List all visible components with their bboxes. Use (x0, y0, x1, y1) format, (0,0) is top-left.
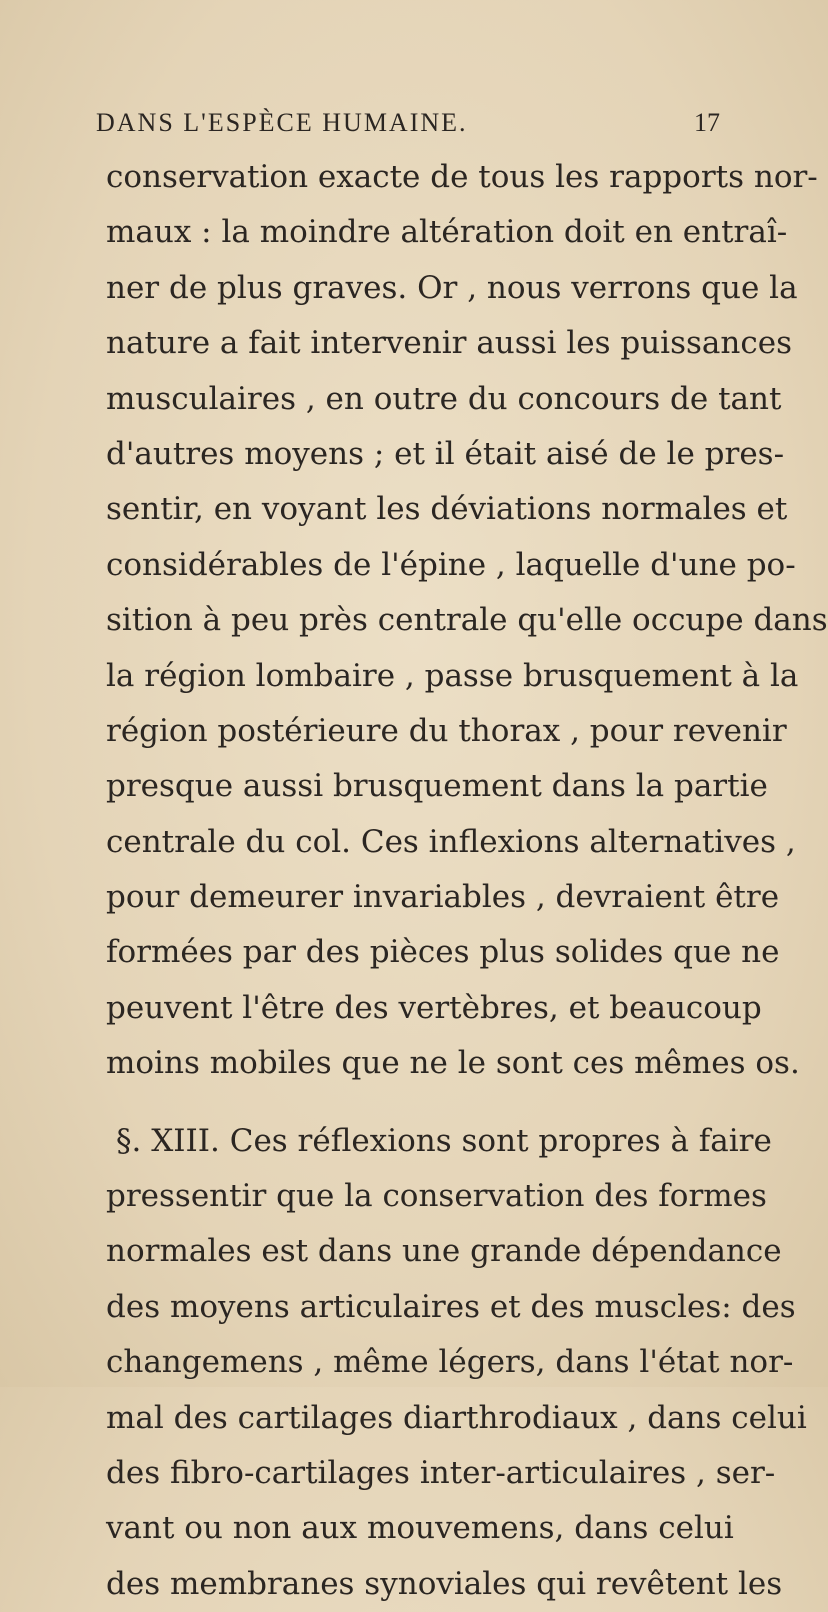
text-line: mal des cartilages diarthrodiaux , dans celui (106, 1399, 807, 1436)
text-line: peuvent l'être des vertèbres, et beaucoup (106, 989, 762, 1026)
text-line: des fibro-cartilages inter-articulaires , ser- (106, 1454, 776, 1491)
paragraph-gap (106, 1092, 726, 1114)
text-line: conservation exacte de tous les rapports nor- (106, 159, 818, 195)
paragraph-1 (106, 150, 828, 1092)
text-line: §. XIII. Ces réflexions sont propres à faire (116, 1122, 772, 1159)
text-line: considérables de l'épine , laquelle d'une po- (106, 546, 796, 583)
text-line: des moyens articulaires et des muscles: des (106, 1288, 796, 1325)
text-line: moins mobiles que ne le sont ces mêmes os. (106, 1045, 800, 1082)
text-line: pressentir que la conservation des formes (106, 1178, 767, 1215)
text-line: pour demeurer invariables , devraient être (106, 879, 780, 916)
text-line: d'autres moyens ; et il était aisé de le pres- (106, 435, 785, 472)
text-line: des membranes synoviales qui revêtent les (106, 1565, 783, 1602)
text-line: centrale du col. Ces inflexions alternatives , (106, 823, 796, 860)
text-line: maux : la moindre altération doit en entraî- (106, 214, 788, 251)
text-line: changemens , même légers, dans l'état nor- (106, 1344, 794, 1381)
text-line: presque aussi brusquement dans la partie (106, 768, 768, 805)
running-title: DANS L'ESPÈCE HUMAINE. (96, 108, 468, 137)
body-text (106, 150, 828, 1612)
text-line: formées par des pièces plus solides que ne (106, 934, 780, 971)
text-line: sentir, en voyant les déviations normales et (106, 491, 788, 528)
text-line: normales est dans une grande dépendance (106, 1233, 782, 1270)
text-line: nature a fait intervenir aussi les puissances (106, 325, 792, 362)
text-line: vant ou non aux mouvemens, dans celui (106, 1510, 734, 1547)
running-head (96, 108, 720, 148)
text-line: musculaires , en outre du concours de tant (106, 380, 782, 417)
text-line: ner de plus graves. Or , nous verrons que la (106, 269, 798, 306)
text-line: sition à peu près centrale qu'elle occupe dans (106, 602, 828, 639)
page-number: 17 (694, 108, 720, 137)
text-line: la région lombaire , passe brusquement à la (106, 657, 799, 694)
paragraph-2 (106, 1114, 807, 1612)
text-line: région postérieure du thorax , pour revenir (106, 712, 787, 749)
